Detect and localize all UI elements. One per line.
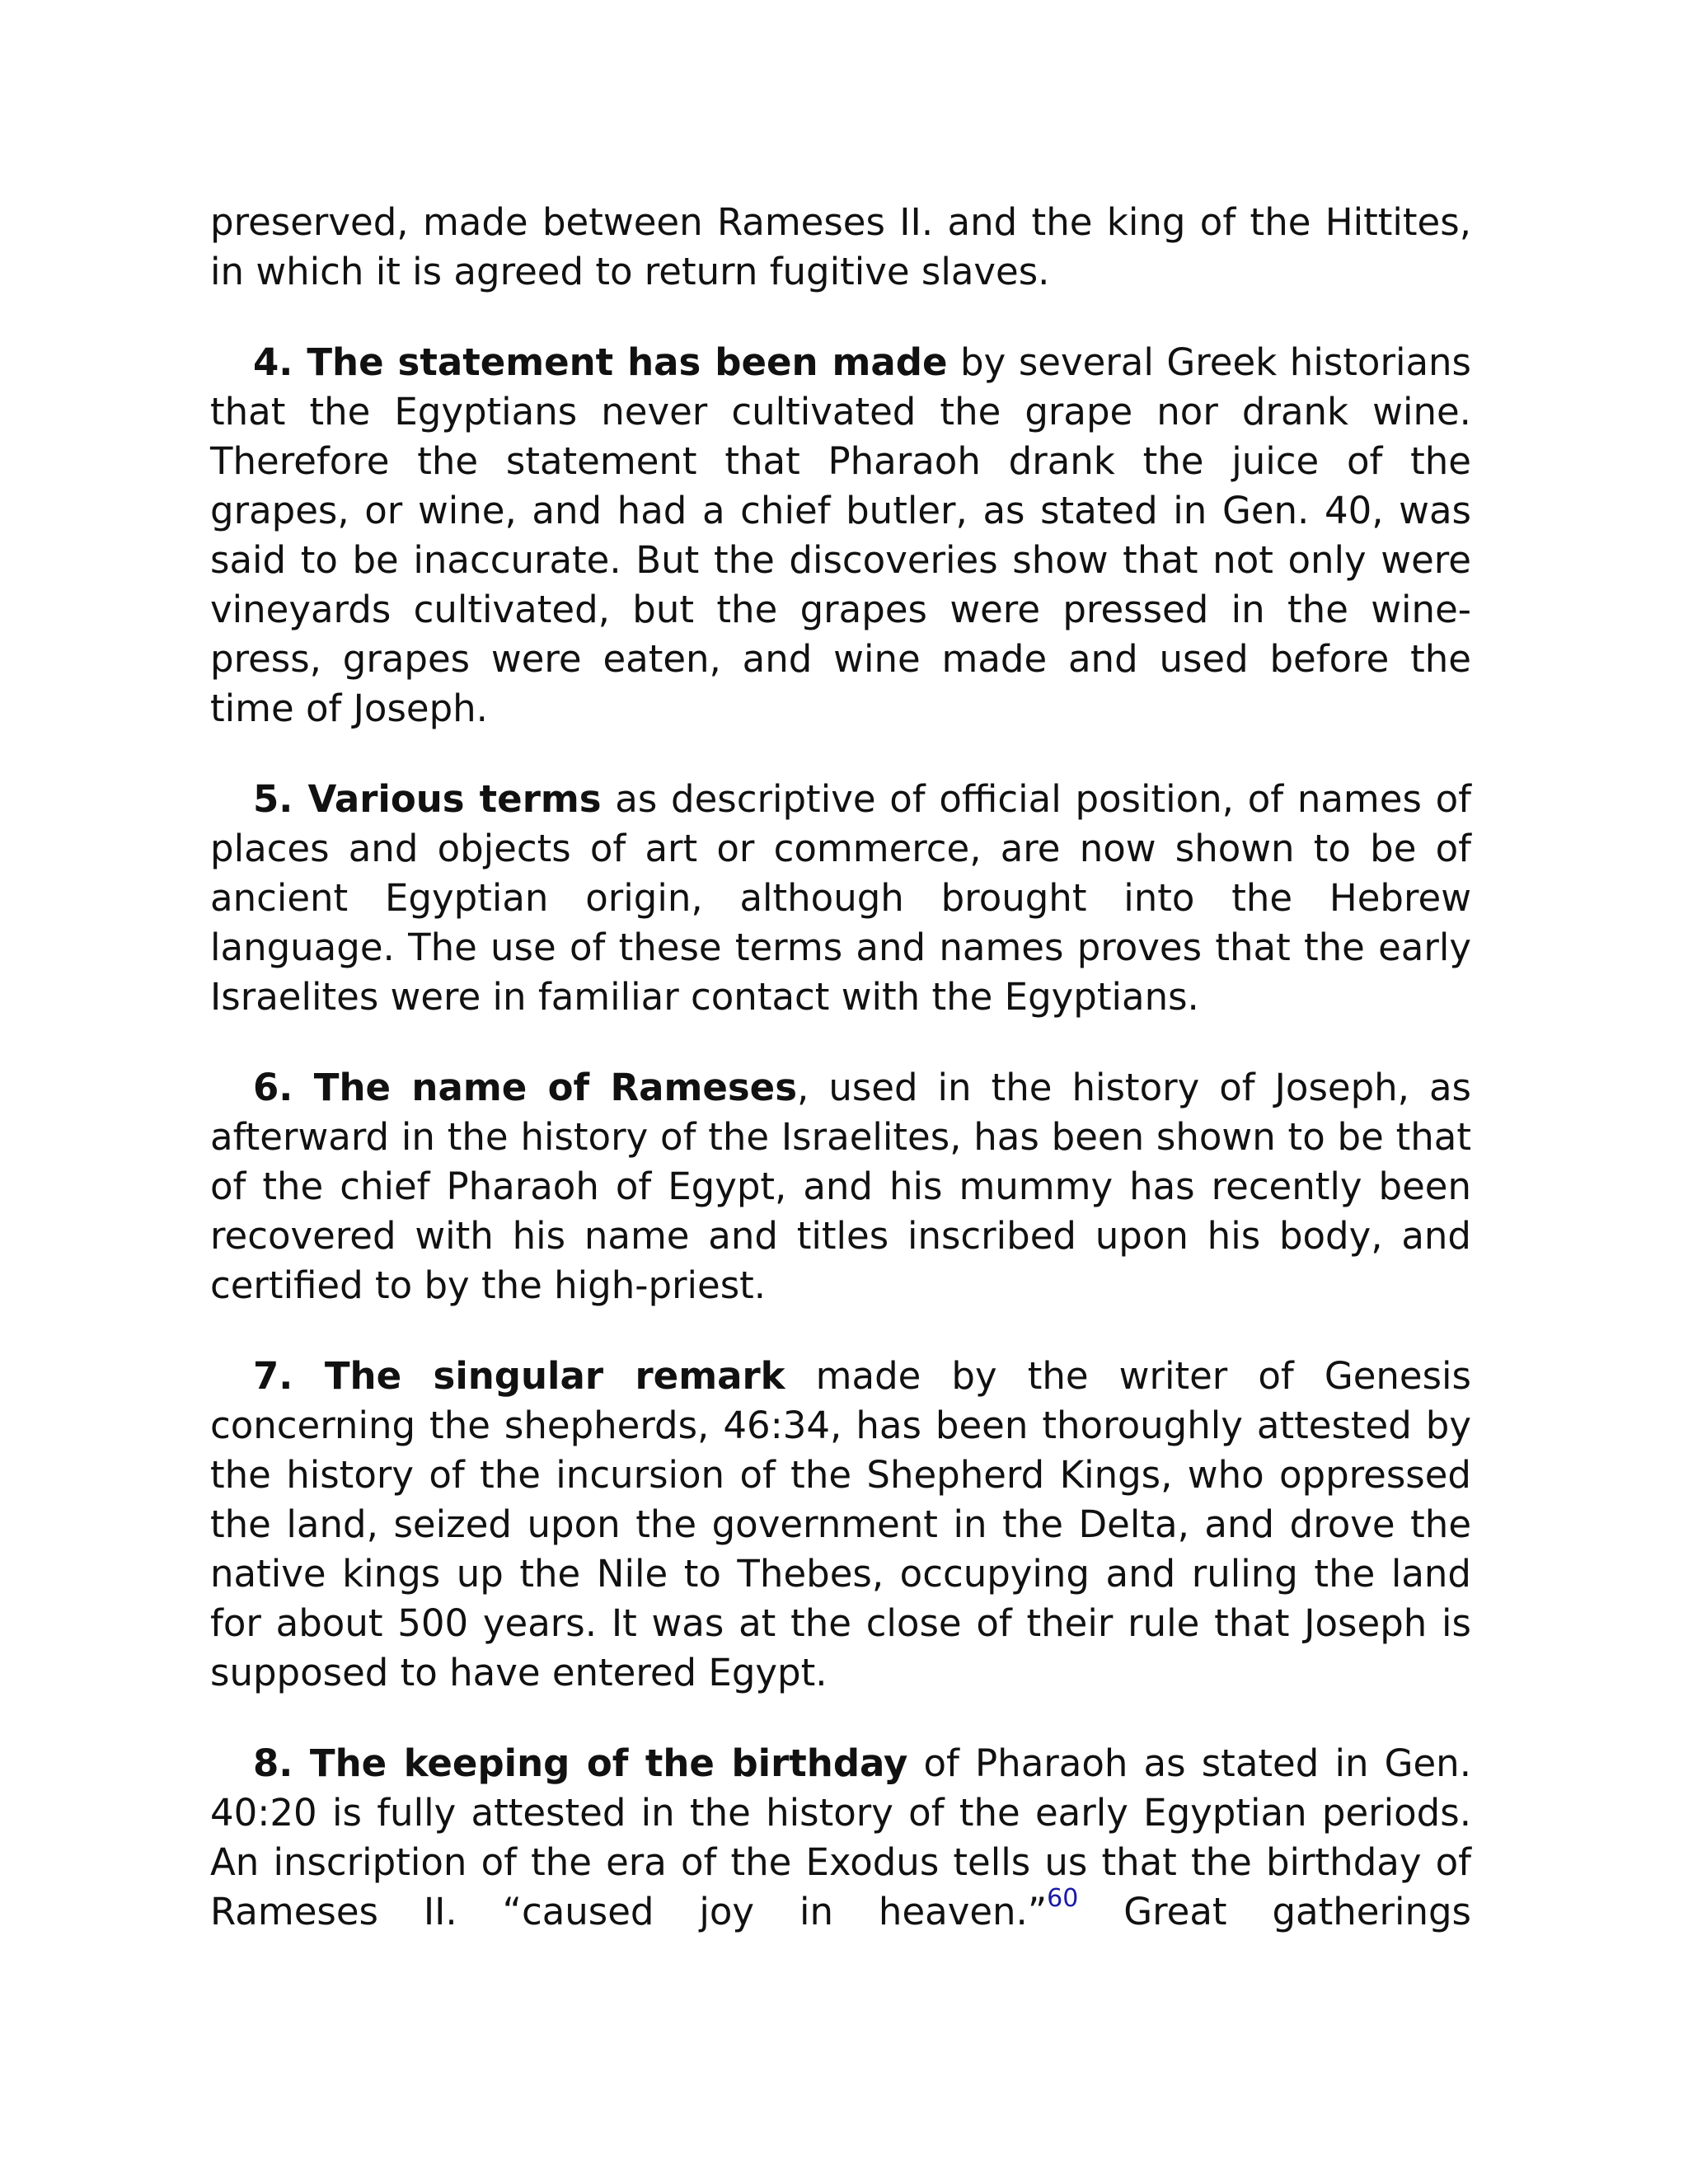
paragraph-text: preserved, made between Rameses II. and the king of the Hittites, in which it is agreed to return fugitive slaves. — [210, 200, 1471, 293]
paragraph-item-8 — [210, 1739, 1471, 1937]
paragraph-text: of Pharaoh as stated in Gen. 40:20 is fully attested in the history of the early Egyptian periods. An inscription of the era of the Exodus tells us that the birthday of Rameses II. “caused joy in heaven.” — [210, 1741, 1471, 1933]
paragraph-item-5 — [210, 775, 1471, 1022]
paragraph-item-7 — [210, 1352, 1471, 1698]
footnote-link[interactable]: 60 — [1047, 1884, 1079, 1913]
paragraph-text-continued: Great gatherings — [1078, 1890, 1472, 1933]
paragraph-item-6 — [210, 1063, 1471, 1310]
paragraph-text: as descriptive of official position, of names of places and objects of art or commerce, are now shown to be of ancient Egyptian origin, although brought into the Hebrew language. The use of these terms and names proves that the early Israelites were in familiar contact with the Egyptians. — [210, 777, 1471, 1019]
document-page — [210, 198, 1471, 1978]
paragraph-continuation — [210, 198, 1471, 297]
paragraph-heading: 5. Various terms — [253, 777, 602, 821]
paragraph-heading: 6. The name of Rameses — [253, 1066, 797, 1109]
paragraph-text: by several Greek historians that the Egyptians never cultivated the grape nor drank wine. Therefore the statement that Pharaoh drank the juice of the grapes, or wine, and had a chief butler, as stated in Gen. 40, was said to be inaccurate. But the discoveries show that not only were vineyards cultivated, but the grapes were pressed in the wine-press, grapes were eaten, and wine made and used before the time of Joseph. — [210, 340, 1471, 730]
paragraph-heading: 4. The statement has been made — [253, 340, 948, 384]
paragraph-item-4 — [210, 338, 1471, 733]
paragraph-heading: 7. The singular remark — [253, 1354, 785, 1398]
paragraph-text: made by the writer of Genesis concerning the shepherds, 46:34, has been thoroughly attested by the history of the incursion of the Shepherd Kings, who oppressed the land, seized upon the government in the Delta, and drove the native kings up the Nile to Thebes, occupying and ruling the land for about 500 years. It was at the close of their rule that Joseph is supposed to have entered Egypt. — [210, 1354, 1471, 1694]
paragraph-heading: 8. The keeping of the birthday — [253, 1741, 908, 1785]
paragraph-text: , used in the history of Joseph, as afterward in the history of the Israelites, has been shown to be that of the chief Pharaoh of Egypt, and his mummy has recently been recovered with his name and titles inscribed upon his body, and certified to by the high-priest. — [210, 1066, 1471, 1307]
